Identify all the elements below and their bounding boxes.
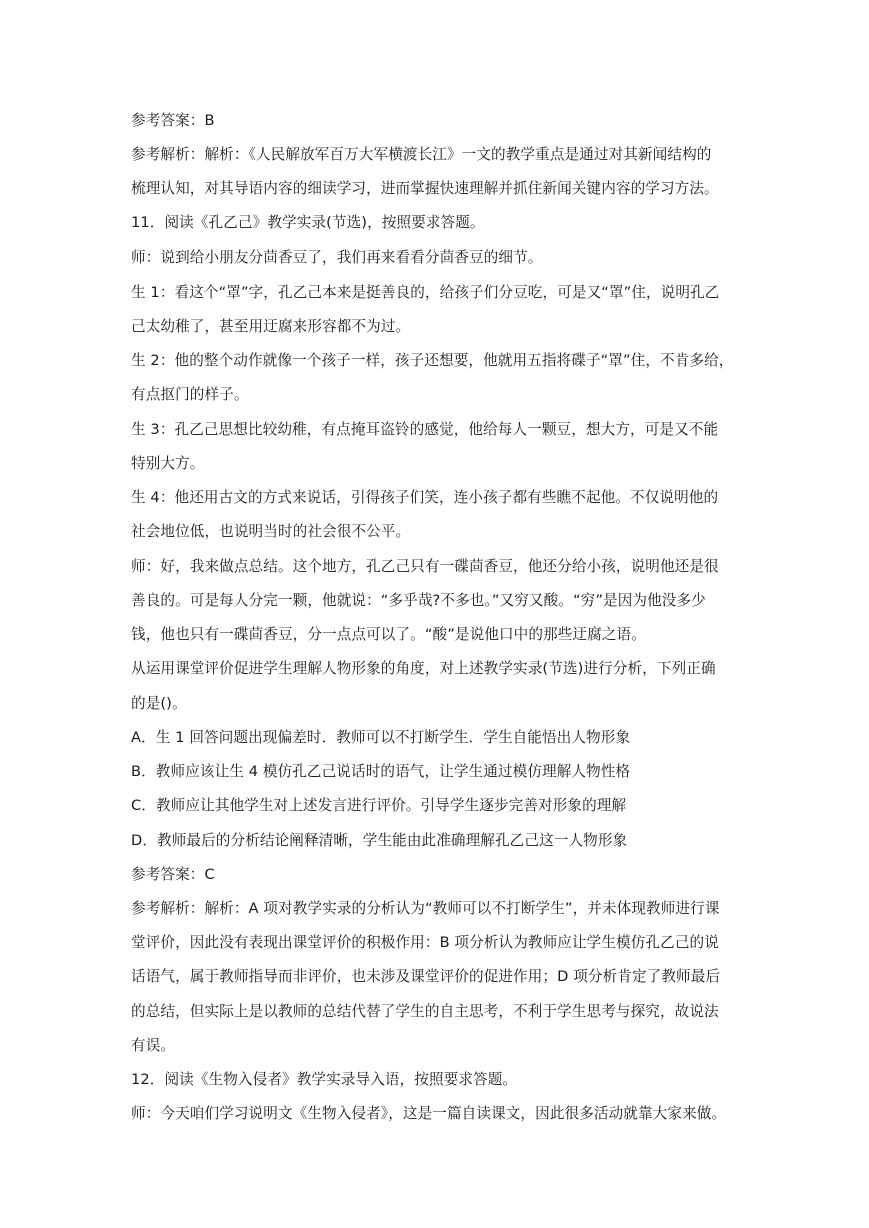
teacher-summary-line-2: 善良的。可是每人分完一颗，他就说：“多乎哉?不多也。”又穷又酸。“穷”是因为他没多少 (131, 592, 706, 609)
analysis-11-line-3: 话语气，属于教师指导而非评价，也未涉及课堂评价的促进作用；D 项分析肯定了教师最后 (131, 968, 721, 985)
student-1-line-2: 己太幼稚了，甚至用迂腐来形容都不为过。 (131, 318, 411, 335)
option-c: C．教师应让其他学生对上述发言进行评价。引导学生逐步完善对形象的理解 (131, 797, 627, 814)
analysis-11-line-2: 堂评价，因此没有表现出课堂评价的积极作用：B 项分析认为教师应让学生模仿孔乙己的说 (131, 934, 719, 951)
teacher-line-3: 师：今天咱们学习说明文《生物入侵者》，这是一篇自读课文，因此很多活动就靠大家来做。 (131, 1105, 727, 1122)
student-4-line-1: 生 4：他还用古文的方式来说话，引得孩子们笑，连小孩子都有些瞧不起他。不仅说明他的 (131, 489, 719, 506)
student-3-line-2: 特别大方。 (131, 455, 205, 472)
question-11-title: 11．阅读《孔乙己》教学实录(节选)，按照要求答题。 (131, 214, 485, 231)
student-2-line-2: 有点抠门的样子。 (131, 386, 249, 403)
student-2-line-1: 生 2：他的整个动作就像一个孩子一样，孩子还想要，他就用五指将碟子“罩”住，不肯多给， (131, 352, 734, 369)
student-3-line-1: 生 3：孔乙己思想比较幼稚，有点掩耳盗铃的感觉，他给每人一颗豆，想大方，可是又不能 (131, 421, 719, 438)
analysis-10-line-1: 参考解析：解析：《人民解放军百万大军横渡长江》一文的教学重点是通过对其新闻结构的 (131, 146, 712, 163)
analysis-10-line-2: 梳理认知，对其导语内容的细读学习，进而掌握快速理解并抓住新闻关键内容的学习方法。 (131, 180, 719, 197)
answer-10: 参考答案：B (131, 112, 215, 129)
teacher-summary-line-3: 钱，他也只有一碟茴香豆，分一点点可以了。“酸”是说他口中的那些迂腐之语。 (131, 626, 646, 643)
analysis-11-line-4: 的总结，但实际上是以教师的总结代替了学生的自主思考，不利于学生思考与探究，故说法 (131, 1003, 719, 1020)
option-d: D．教师最后的分析结论阐释清晰，学生能由此准确理解孔乙己这一人物形象 (131, 832, 628, 849)
question-12-title: 12．阅读《生物入侵者》教学实录导入语，按照要求答题。 (131, 1071, 518, 1088)
student-1-line-1: 生 1：看这个“罩”字，孔乙己本来是挺善良的，给孩子们分豆吃，可是又“罩”住，说明孔乙 (131, 284, 720, 301)
question-stem-line-1: 从运用课堂评价促进学生理解人物形象的角度，对上述教学实录(节选)进行分析，下列正确 (131, 660, 716, 677)
analysis-11-line-5: 有误。 (131, 1037, 176, 1054)
answer-11: 参考答案：C (131, 866, 215, 883)
student-4-line-2: 社会地位低，也说明当时的社会很不公平。 (131, 523, 411, 540)
teacher-summary-line-1: 师：好，我来做点总结。这个地方，孔乙己只有一碟茴香豆，他还分给小孩，说明他还是很 (131, 558, 719, 575)
teacher-line-1: 师：说到给小朋友分茴香豆了，我们再来看看分茴香豆的细节。 (131, 249, 543, 266)
question-stem-line-2: 的是()。 (131, 695, 187, 712)
option-b: B．教师应该让生 4 模仿孔乙己说话时的语气，让学生通过模仿理解人物性格 (131, 763, 631, 780)
option-a: A．生 1 回答问题出现偏差时．教师可以不打断学生．学生自能悟出人物形象 (131, 729, 631, 746)
analysis-11-line-1: 参考解析：解析：A 项对教学实录的分析认为“教师可以不打断学生”，并未体现教师进行课 (131, 900, 720, 917)
